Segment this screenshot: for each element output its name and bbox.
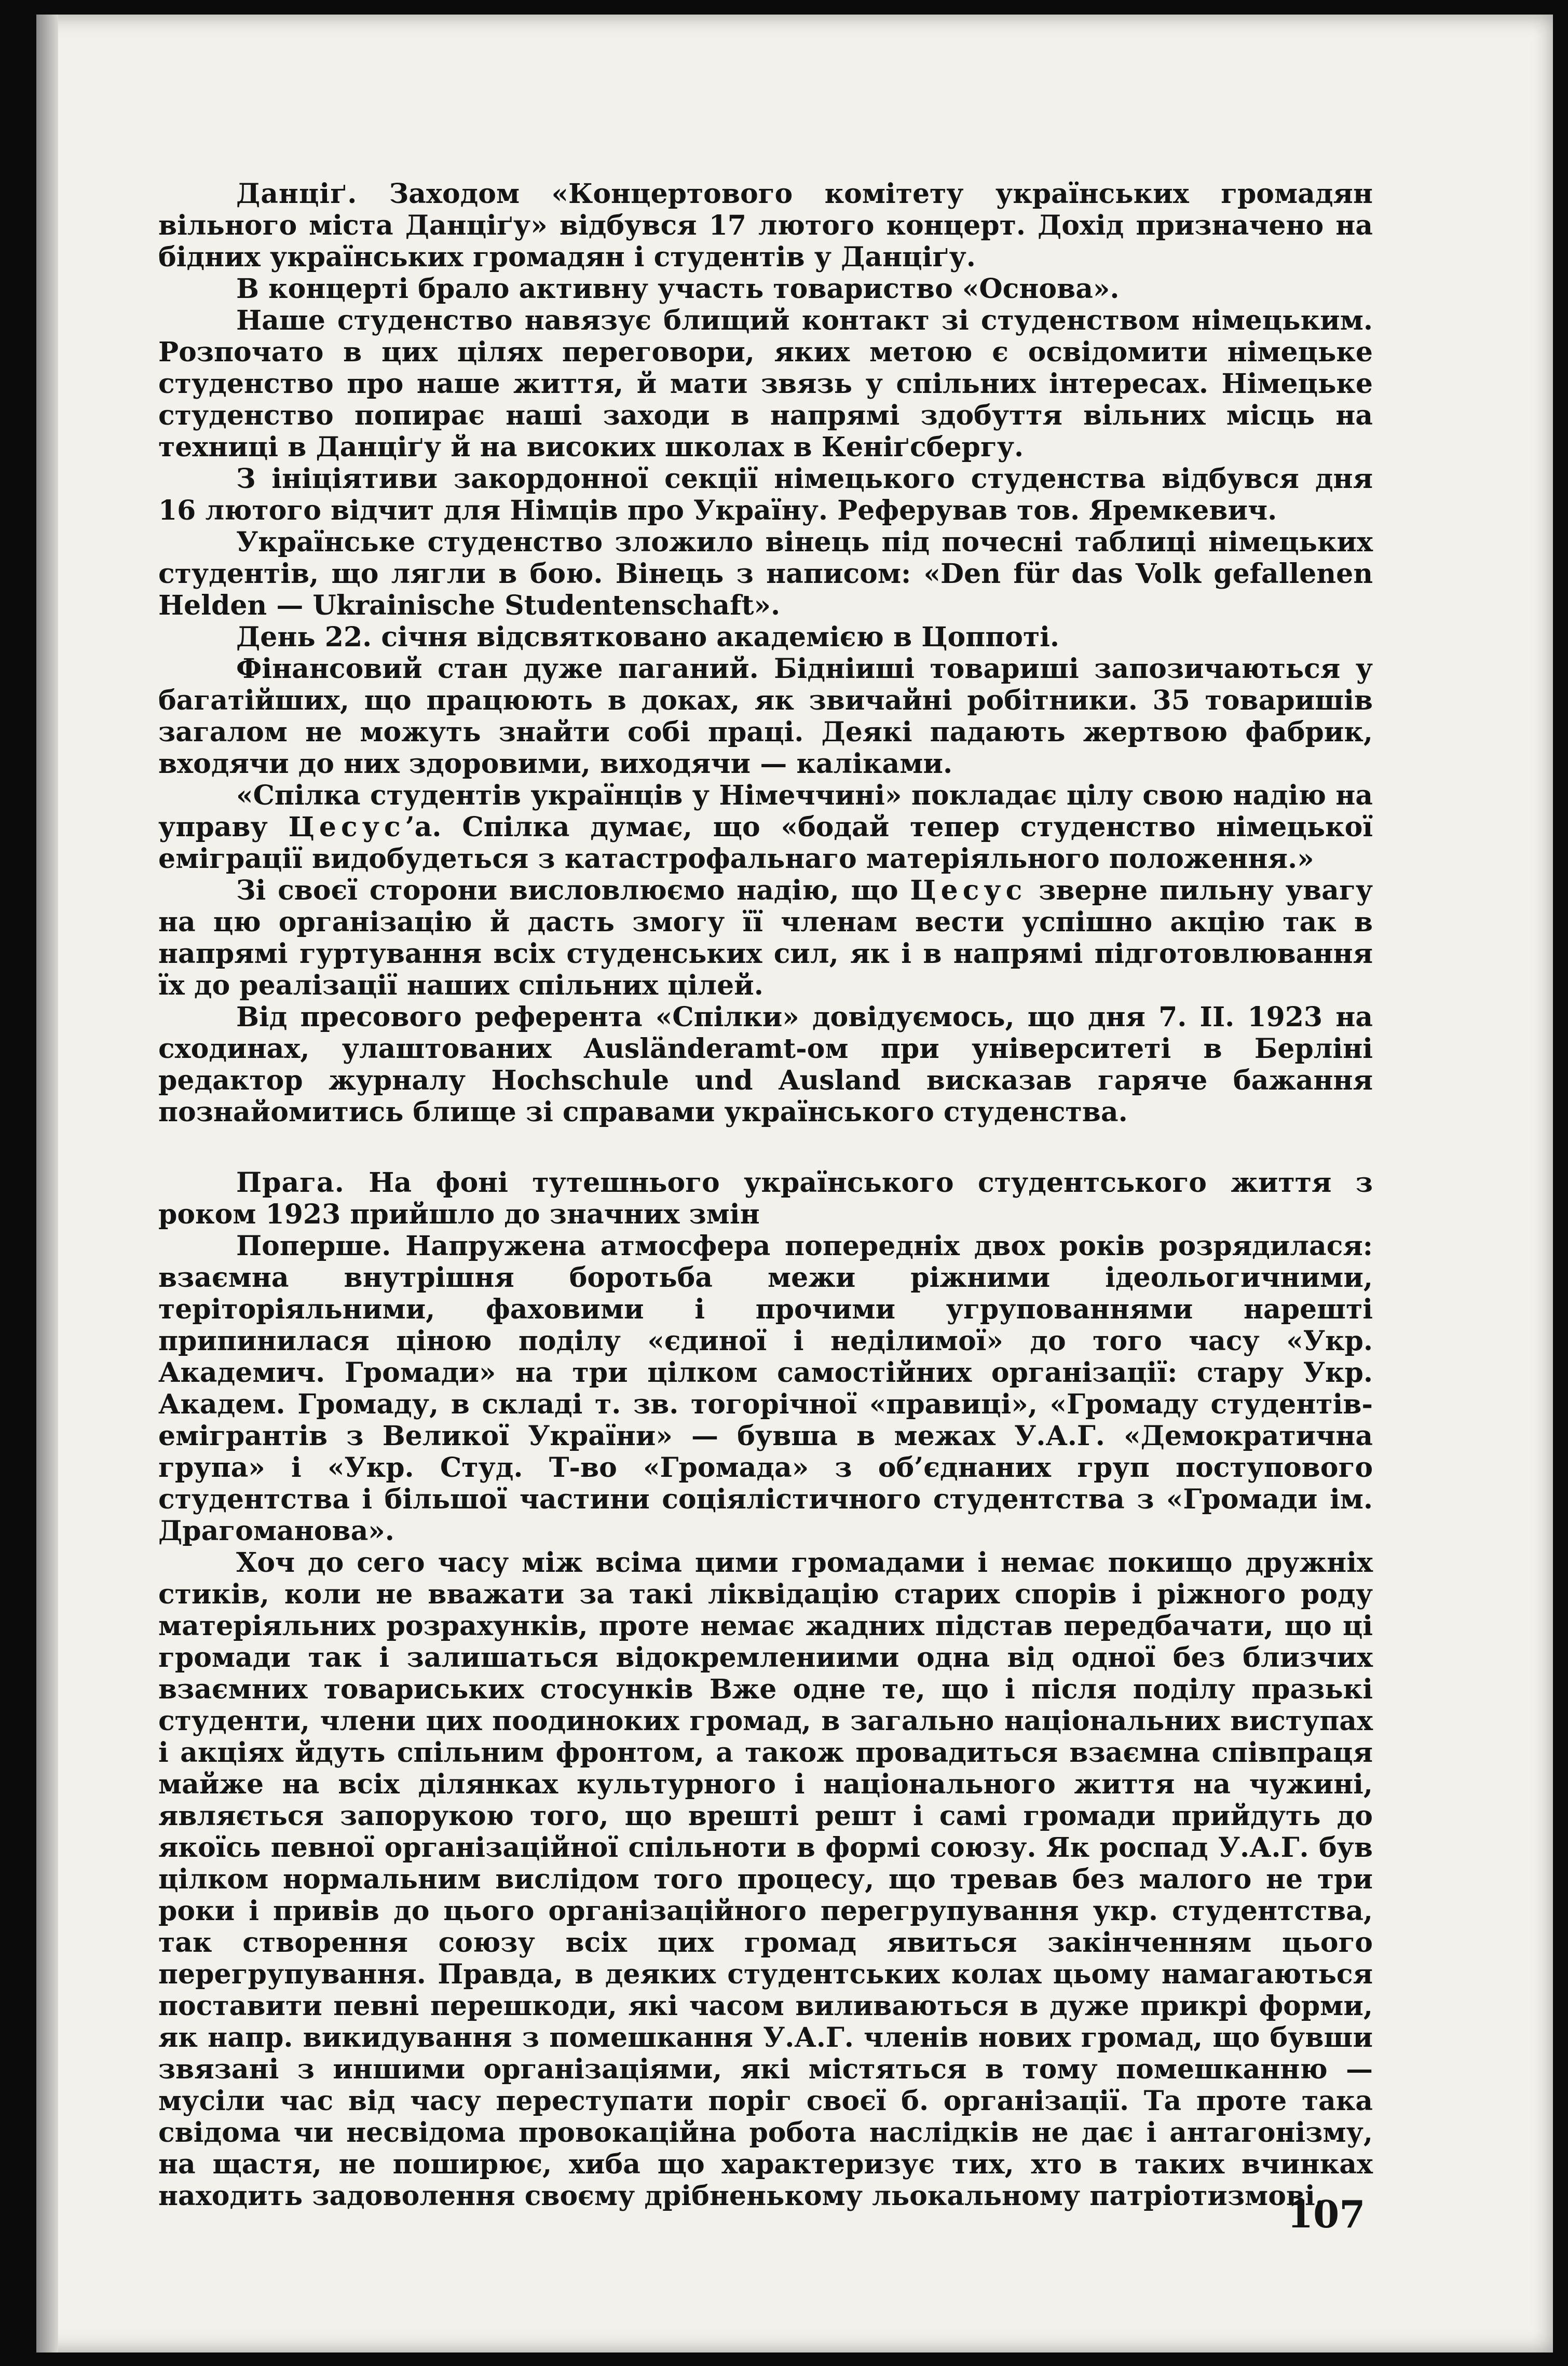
danzig-paragraph-10: Від пресового референта «Спілки» довідуємось, що дня 7. II. 1923 на сходинах, улаштованих Ausländeramt-ом при університеті в Берліні редактор журналу Hochschule und Ausland висказав гаряче бажання познайомитись блище зі справами українського студенства. [158,1001,1373,1128]
prague-paragraph-2: Поперше. Напружена атмосфера попередніх двох років розрядилася: взаємна внутрішня боротьба межи ріжними ідеольогичними, теріторіяльними, фаховими і прочими угрупованнями нарешті припинилася ціною поділу «єдиної і неділимої» до того часу «Укр. Академич. Громади» на три цілком самостійних організації: стару Укр. Академ. Громаду, в складі т. зв. тогорічної «правиці», «Громаду студентів-емігрантів з Великої України» — бувша в межах У.А.Г. «Демократична група» і «Укр. Студ. Т-во «Громада» з об’єднаних груп поступового студентства і більшої частини соціялістичного студентства з «Громади ім. Драгоманова». [158,1230,1373,1547]
danzig-paragraph-7: Фінансовий стан дуже паганий. Бідніиші товариші запозичаються у багатійших, що працюють в доках, як звичайні робітники. 35 товаришів загалом не можуть знайти собі праці. Деякі падають жертвою фабрик, входячи до них здоровими, виходячи — каліками. [158,653,1373,780]
danzig-paragraph-9: Зі своєї сторони висловлюємо надію, що Цесус зверне пильну увагу на цю організацію й дасть змогу її членам вести успішно акцію так в напрямі гуртування всіх студенських сил, як і в напрямі підготовлювання їх до реалізації наших спільних цілей. [158,875,1373,1001]
danzig-paragraph-8: «Спілка студентів українців у Німеччині» покладає цілу свою надію на управу Цесус’а. Спілка думає, що «бодай тепер студенство німецької еміграції видобудеться з катастрофальнаго матеріяльного положення.» [158,780,1373,875]
page-number: 107 [1287,2192,1366,2236]
section-heading-prague: Прага. [236,1167,345,1199]
spaced-word: Цесус [910,875,1027,906]
prague-paragraph-1: Прага. На фоні тутешнього українського студентського життя з роком 1923 прийшло до значних змін [158,1167,1373,1230]
danzig-paragraph-5: Українське студенство зложило вінець під почесні таблиці німецьких студентів, що лягли в бою. Вінець з написом: «Den für das Volk gefallenen Helden — Ukrainische Studentenschaft». [158,526,1373,621]
prague-paragraph-3: Хоч до сего часу між всіма цими громадами і немає покищо дружніх стиків, коли не вважати за такі ліквідацію старих спорів і ріжного роду матеріяльних розрахунків, проте немає жадних підстав передбачати, що ці громади так і залишаться відокремлениими одна від одної без близчих взаємних товариських стосунків Вже одне те, що і після поділу празькі студенти, члени цих поодиноких громад, в загально національних виступах і акціях йдуть спільним фронтом, а також провадиться взаємна співпраця майже на всіх ділянках культурного і національного життя на чужині, являється запорукою того, що врешті решт і самі громади прийдуть до якоїсь певної організаційної спільноти в формі союзу. Як роспад У.А.Г. був цілком нормальним вислідом того процесу, що тревав без малого не три роки і привів до цього організаційного перегрупування укр. студентства, так створення союзу всіх цих громад явиться закінченням цього перегрупування. Правда, в деяких студентських колах цьому намагаються поставити певні перешкоди, які часом виливаються в дуже прикрі форми, як напр. викидування з помешкання У.А.Г. членів нових громад, що бувши звязані з иншими організаціями, які містяться в тому помешканню — мусіли час від часу переступати поріг своєї б. організації. Та проте така свідома чи несвідома провокаційна робота наслідків не дає і антагонізму, на щастя, не поширює, хиба що характеризує тих, хто в таких вчинках находить задоволення своєму дрібненькому льокальному патріотизмові. [158,1547,1373,2212]
scanned-page [36,15,1553,2353]
section-heading-danzig: Данціґ. [236,178,358,210]
danzig-paragraph-1: Данціґ. Заходом «Концертового комітету українських громадян вільного міста Данціґу» відбувся 17 лютого концерт. Дохід призначено на бідних українських громадян і студентів у Данціґу. [158,178,1373,273]
danzig-paragraph-6: День 22. січня відсвятковано академією в Цоппоті. [236,621,1060,653]
danzig-paragraph-4: З ініціятиви закордонної секції німецького студенства відбувся дня 16 лютого відчит для Німців про Україну. Реферував тов. Яремкевич. [158,463,1373,526]
section-gap [158,1128,1373,1167]
page-edge-shadow [36,15,58,2353]
spaced-word: Цесус [288,811,405,843]
danzig-paragraph-2: В концерті брало активну участь товариство «Основа». [236,273,1120,305]
article-body [158,178,1373,2212]
danzig-paragraph-3: Наше студенство навязує блищий контакт зі студенством німецьким. Розпочато в цих цілях переговори, яких метою є освідомити німецьке студенство про наше життя, й мати звязь у спільних інтересах. Німецьке студенство попирає наші заходи в напрямі здобуття вільних місць на техниці в Данціґу й на високих школах в Кеніґсбергу. [158,305,1373,463]
